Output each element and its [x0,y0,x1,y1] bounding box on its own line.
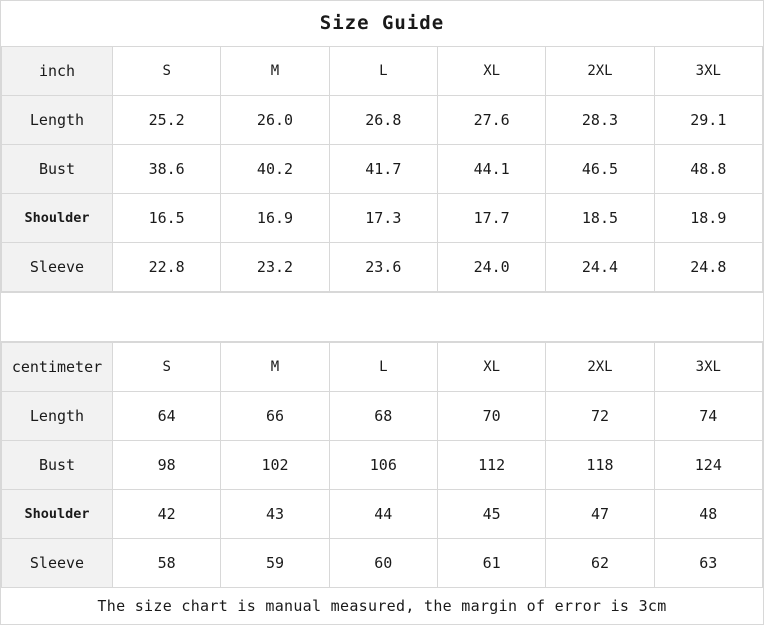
cell-length-xl-inch: 27.6 [437,96,545,145]
cell-shoulder-xl-inch: 17.7 [437,194,545,243]
cell-sleeve-xl-inch: 24.0 [437,243,545,292]
table-separator [1,292,763,342]
size-header-m: M [221,47,329,96]
cell-shoulder-l-inch: 17.3 [329,194,437,243]
table-row [2,392,763,441]
table-header-row-cm [2,343,763,392]
cell-bust-xl-cm: 112 [437,441,545,490]
size-header-3xl: 3XL [654,47,762,96]
cell-sleeve-l-inch: 23.6 [329,243,437,292]
cell-bust-xl-inch: 44.1 [437,145,545,194]
cell-sleeve-s-inch: 22.8 [113,243,221,292]
table-header-row-inch [2,47,763,96]
row-label-sleeve-inch: Sleeve [2,243,113,292]
cell-length-3xl-cm: 74 [654,392,762,441]
table-row [2,243,763,292]
table-row [2,539,763,588]
cell-sleeve-xl-cm: 61 [437,539,545,588]
cell-bust-l-inch: 41.7 [329,145,437,194]
cell-shoulder-m-cm: 43 [221,490,329,539]
size-header-2xl-cm: 2XL [546,343,654,392]
cell-bust-s-cm: 98 [113,441,221,490]
cell-shoulder-l-cm: 44 [329,490,437,539]
row-label-length-inch: Length [2,96,113,145]
cell-bust-2xl-cm: 118 [546,441,654,490]
page-title: Size Guide [1,1,763,46]
size-header-l: L [329,47,437,96]
row-label-shoulder-inch: Shoulder [2,194,113,243]
size-header-l-cm: L [329,343,437,392]
table-row [2,145,763,194]
cell-length-s-inch: 25.2 [113,96,221,145]
size-header-3xl-cm: 3XL [654,343,762,392]
size-header-s-cm: S [113,343,221,392]
size-header-s: S [113,47,221,96]
cell-length-2xl-cm: 72 [546,392,654,441]
cell-sleeve-2xl-inch: 24.4 [546,243,654,292]
measurement-disclaimer: The size chart is manual measured, the margin of error is 3cm [1,588,763,624]
cell-sleeve-m-cm: 59 [221,539,329,588]
size-header-xl: XL [437,47,545,96]
cell-bust-m-inch: 40.2 [221,145,329,194]
cell-bust-3xl-cm: 124 [654,441,762,490]
cell-length-m-inch: 26.0 [221,96,329,145]
cell-length-xl-cm: 70 [437,392,545,441]
size-header-xl-cm: XL [437,343,545,392]
cell-shoulder-2xl-inch: 18.5 [546,194,654,243]
cell-shoulder-3xl-cm: 48 [654,490,762,539]
row-label-bust-inch: Bust [2,145,113,194]
cell-length-2xl-inch: 28.3 [546,96,654,145]
cell-shoulder-3xl-inch: 18.9 [654,194,762,243]
size-header-2xl: 2XL [546,47,654,96]
cell-shoulder-2xl-cm: 47 [546,490,654,539]
row-label-shoulder-cm: Shoulder [2,490,113,539]
cell-bust-l-cm: 106 [329,441,437,490]
cell-shoulder-s-cm: 42 [113,490,221,539]
size-table-centimeter [1,342,763,588]
cell-sleeve-2xl-cm: 62 [546,539,654,588]
cell-shoulder-m-inch: 16.9 [221,194,329,243]
size-header-m-cm: M [221,343,329,392]
cell-length-s-cm: 64 [113,392,221,441]
cell-sleeve-m-inch: 23.2 [221,243,329,292]
cell-sleeve-3xl-inch: 24.8 [654,243,762,292]
table-row [2,441,763,490]
cell-length-l-inch: 26.8 [329,96,437,145]
row-label-length-cm: Length [2,392,113,441]
cell-shoulder-s-inch: 16.5 [113,194,221,243]
unit-label-inch: inch [2,47,113,96]
cell-shoulder-xl-cm: 45 [437,490,545,539]
table-row [2,194,763,243]
cell-length-m-cm: 66 [221,392,329,441]
table-row [2,490,763,539]
unit-label-centimeter: centimeter [2,343,113,392]
cell-sleeve-l-cm: 60 [329,539,437,588]
cell-length-l-cm: 68 [329,392,437,441]
size-table-inch [1,46,763,292]
table-row [2,96,763,145]
cell-bust-s-inch: 38.6 [113,145,221,194]
cell-bust-2xl-inch: 46.5 [546,145,654,194]
row-label-sleeve-cm: Sleeve [2,539,113,588]
cell-length-3xl-inch: 29.1 [654,96,762,145]
cell-bust-m-cm: 102 [221,441,329,490]
cell-sleeve-s-cm: 58 [113,539,221,588]
cell-sleeve-3xl-cm: 63 [654,539,762,588]
row-label-bust-cm: Bust [2,441,113,490]
cell-bust-3xl-inch: 48.8 [654,145,762,194]
